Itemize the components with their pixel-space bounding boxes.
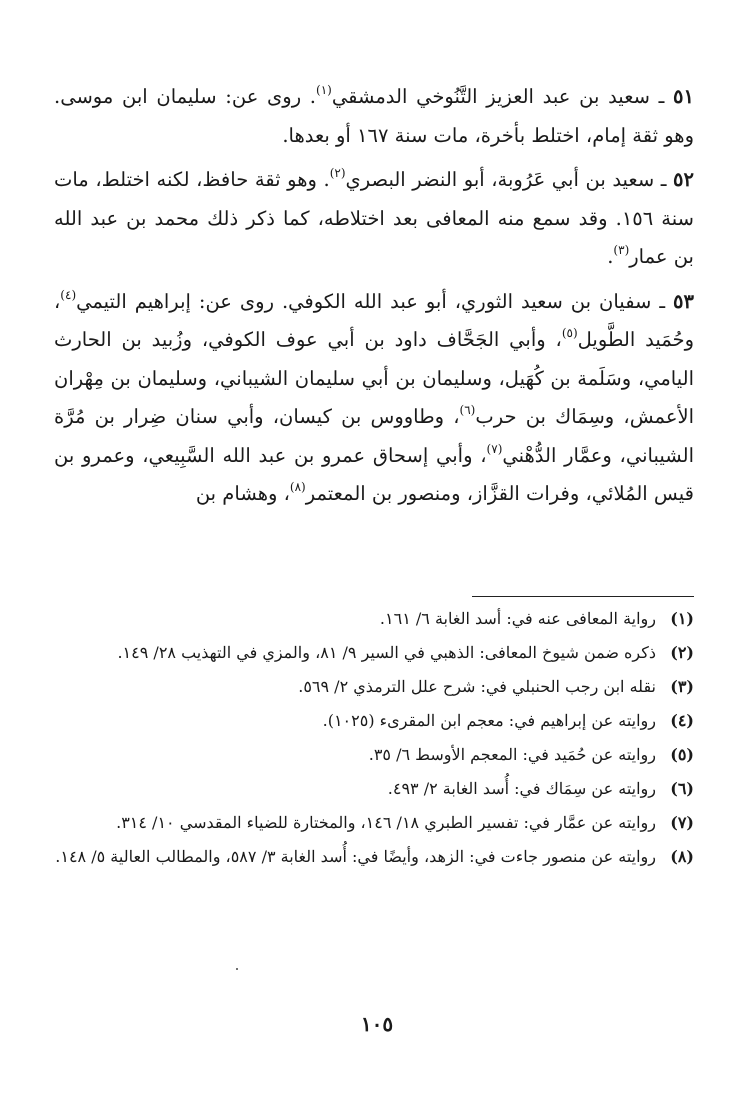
footnote-item — [54, 706, 694, 736]
footnote-ref[interactable]: (٦) — [459, 403, 476, 417]
footnote-text: ذكره ضمن شيوخ المعافى: الذهبي في السير ٩/ ٨١، والمزي في التهذيب ٢٨/ ١٤٩. — [117, 643, 656, 662]
entry-text: . روى عن: سليمان ابن موسى. وهو ثقة إمام، اختلط بأخرة، مات سنة ١٦٧ أو بعدها. — [54, 85, 694, 147]
footnote-text: روايته عن سِمَاك في: أُسد الغابة ٢/ ٤٩٣. — [387, 779, 656, 798]
footnote-number: (٦) — [670, 779, 694, 798]
footnote-item — [54, 808, 694, 838]
main-text — [54, 78, 694, 514]
footnote-text: روايته عن عمَّار في: تفسير الطبري ١٨/ ١٤٦، والمختارة للضياء المقدسي ١٠/ ٣١٤. — [116, 813, 656, 832]
footnote-text: رواية المعافى عنه في: أسد الغابة ٦/ ١٦١. — [379, 609, 656, 628]
footnote-ref[interactable]: (٥) — [561, 326, 578, 340]
footnote-ref[interactable]: (١) — [316, 83, 332, 97]
footnote-ref[interactable]: (٧) — [486, 441, 503, 456]
footnote-number: (٧) — [670, 813, 694, 832]
footnote-text: روايته عن منصور جاءت في: الزهد، وأيضًا في: أُسد الغابة ٣/ ٥٨٧، والمطالب العالية ٥/ ١٤٨. — [55, 847, 656, 866]
footnote-number: (١) — [670, 609, 694, 628]
entry-number: ٥٢ — [673, 168, 694, 191]
entry-text: ، وأبي إسحاق عمرو بن عبد الله السَّبِيعي، وعمرو بن قيس المُلائي، وفرات القزَّاز، ومنصور بن المعتمر — [54, 443, 694, 505]
footnote-number: (٢) — [670, 643, 694, 662]
footnote-text: روايته عن إبراهيم في: معجم ابن المقرىء (١٠٢٥). — [322, 711, 656, 730]
entry-text: ـ سعيد بن عبد العزيز التَّنُوخي الدمشقي — [331, 85, 674, 108]
footnotes-section — [54, 604, 694, 876]
entry-number: ٥٣ — [673, 289, 694, 313]
footnote-number: (٨) — [670, 847, 694, 866]
entry-text: ، وحُمَيد الطَّويل — [54, 289, 694, 351]
footnote-ref[interactable]: (٤) — [60, 287, 77, 302]
footnote-ref[interactable]: (٨) — [289, 480, 306, 494]
entry-number: ٥١ — [673, 85, 694, 108]
footnote-item — [54, 740, 694, 770]
footnote-item — [54, 638, 694, 668]
footnote-number: (٥) — [670, 745, 694, 764]
footnote-item — [54, 604, 694, 634]
entry-text: ـ سفيان بن سعيد الثوري، أبو عبد الله الكوفي. روى عن: إبراهيم التيمي — [76, 289, 674, 313]
entry-text: . — [607, 245, 614, 268]
entry-text: . وهو ثقة حافظ، لكنه اختلط، مات سنة ١٥٦. وقد سمع منه المعافى بعد اختلاطه، كما ذكر ذلك محمد بن عبد الله بن عمار — [54, 168, 694, 268]
footnote-number: (٣) — [670, 677, 694, 696]
footnote-separator — [472, 596, 694, 597]
footnote-item — [54, 842, 694, 872]
footnote-text: روايته عن حُمَيد في: المعجم الأوسط ٦/ ٣٥. — [368, 745, 656, 764]
entry-53 — [54, 283, 694, 514]
footnote-item — [54, 774, 694, 804]
entry-text: ، وهشام بن — [195, 482, 290, 505]
page-number: ١٠٥ — [360, 1012, 394, 1036]
footnote-item — [54, 672, 694, 702]
entry-text: ، وطاووس بن كيسان، وأبي سنان ضِرار بن مُرَّة الشيباني، وعمَّار الدُّهْني — [54, 405, 694, 467]
footnote-number: (٤) — [670, 711, 694, 730]
entry-51 — [54, 78, 694, 155]
entry-text: ، وأبي الجَحَّاف داود بن أبي عوف الكوفي، وزُبيد بن الحارث اليامي، وسَلَمة بن كُهَيل، وسليمان بن أبي سليمان الشيباني، وسليمان بن مِهْران الأعمش، وسِمَاك بن حرب — [54, 328, 694, 428]
stray-dot — [236, 968, 238, 970]
footnote-ref[interactable]: (٣) — [613, 243, 630, 257]
footnote-ref[interactable]: (٢) — [329, 166, 346, 180]
footnote-text: نقله ابن رجب الحنبلي في: شرح علل الترمذي ٢/ ٥٦٩. — [298, 677, 656, 696]
entry-52 — [54, 161, 694, 277]
entry-text: ـ سعيد بن أبي عَرُوبة، أبو النضر البصري — [345, 168, 674, 191]
